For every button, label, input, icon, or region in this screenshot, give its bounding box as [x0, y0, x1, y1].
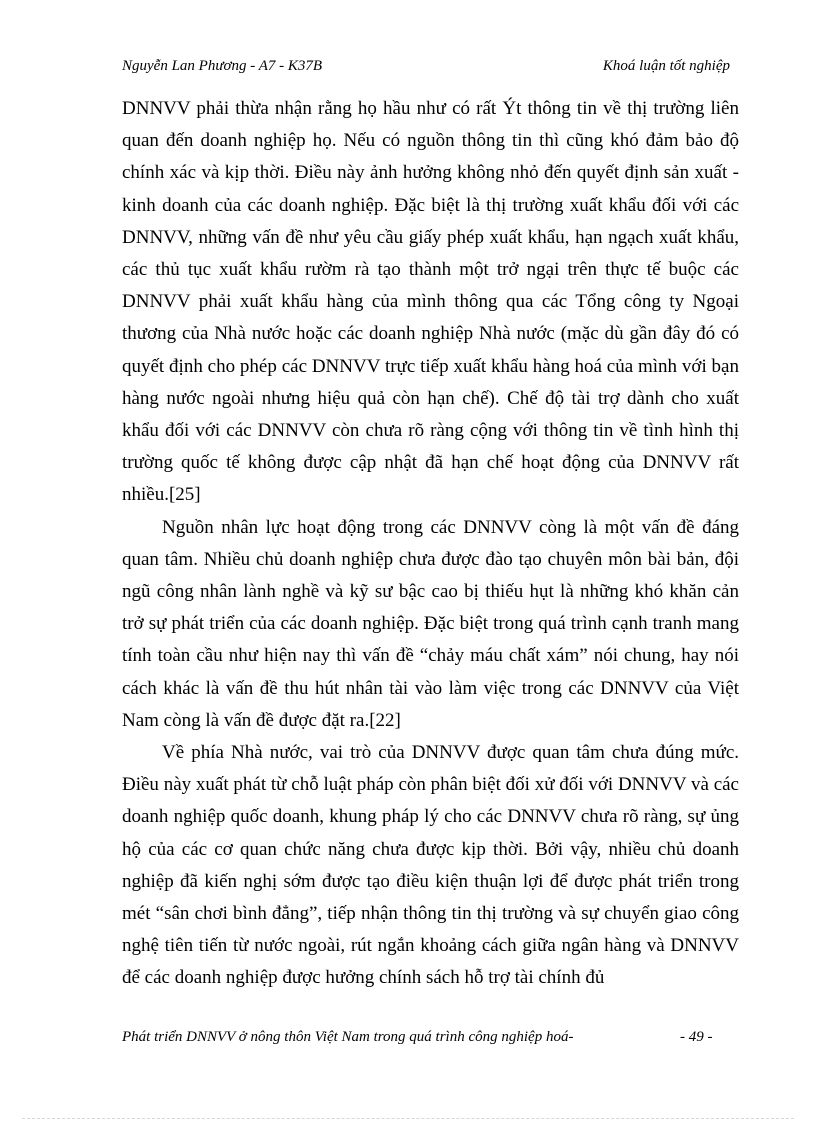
header-doc-type: Khoá luận tốt nghiệp: [602, 58, 730, 74]
document-body: [122, 93, 739, 995]
paragraph-1: DNNVV phải thừa nhận rằng họ hầu như có rất Ýt thông tin về thị trường liên quan đến doanh nghiệp họ. Nếu có nguồn thông tin thì cũng khó đảm bảo độ chính xác và kịp thời. Điều này ảnh hưởng không nhỏ đến quyết định sản xuất - kinh doanh của các doanh nghiệp. Đặc biệt là thị trường xuất khẩu đối với các DNNVV, những vấn đề như yêu cầu giấy phép xuất khẩu, hạn ngạch xuất khẩu, các thủ tục xuất khẩu rườm rà tạo thành một trở ngại trên thực tế buộc các DNNVV phải xuất khẩu hàng của mình thông qua các Tổng công ty Ngoại thương của Nhà nước hoặc các doanh nghiệp Nhà nước (mặc dù gần đây đó có quyết định cho phép các DNNVV trực tiếp xuất khẩu hàng hoá của mình với bạn hàng nước ngoài nhưng hiệu quả còn hạn chế). Chế độ tài trợ dành cho xuất khẩu đối với các DNNVV còn chưa rõ ràng cộng với thông tin về tình hình thị trường quốc tế không được cập nhật đã hạn chế hoạt động của DNNVV rất nhiều.[25]: [122, 98, 739, 506]
header-author: Nguyễn Lan Phương - A7 - K37B: [122, 58, 323, 74]
footer-title: Phát triển DNNVV ở nông thôn Việt Nam trong quá trình công nghiệp hoá-: [122, 1029, 574, 1045]
paragraph-3: Về phía Nhà nước, vai trò của DNNVV được quan tâm chưa đúng mức. Điều này xuất phát từ chỗ luật pháp còn phân biệt đối xử đối với DNNVV và các doanh nghiệp quốc doanh, khung pháp lý cho các DNNVV chưa rõ ràng, sự ủng hộ của các cơ quan chức năng chưa được kịp thời. Bởi vậy, nhiều chủ doanh nghiệp đã kiến nghị sớm được tạo điều kiện thuận lợi để được phát triển trong mét “sân chơi bình đẳng”, tiếp nhận thông tin thị trường và sự chuyển giao công nghệ tiên tiến từ nước ngoài, rút ngắn khoảng cách giữa ngân hàng và DNNVV để các doanh nghiệp được hưởng chính sách hỗ trợ tài chính đủ: [122, 742, 739, 989]
paragraph-2: Nguồn nhân lực hoạt động trong các DNNVV còng là một vấn đề đáng quan tâm. Nhiều chủ doanh nghiệp chưa được đào tạo chuyên môn bài bản, đội ngũ công nhân lành nghề và kỹ sư bậc cao bị thiếu hụt là những khó khăn cản trở sự phát triển của các doanh nghiệp. Đặc biệt trong quá trình cạnh tranh mang tính toàn cầu như hiện nay thì vấn đề “chảy máu chất xám” nói chung, hay nói cách khác là vấn đề thu hút nhân tài vào làm việc trong các DNNVV của Việt Nam còng là vấn đề được đặt ra.[22]: [122, 516, 739, 731]
page-bottom-divider: [22, 1118, 794, 1119]
page-number: - 49 -: [680, 1029, 713, 1045]
